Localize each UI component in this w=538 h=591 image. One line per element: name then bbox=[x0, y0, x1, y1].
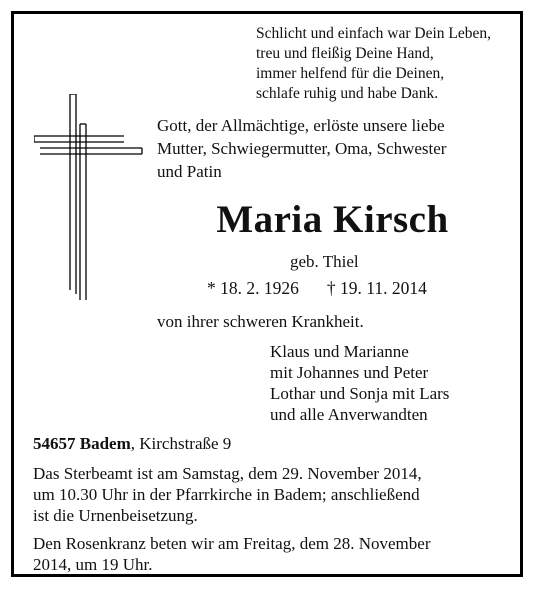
address-place: 54657 Badem bbox=[33, 434, 131, 453]
life-dates bbox=[207, 278, 455, 299]
mourner-line: Lothar und Sonja mit Lars bbox=[270, 384, 450, 403]
funeral-line: Das Sterbeamt ist am Samstag, dem 29. November 2014, bbox=[33, 464, 422, 483]
poem bbox=[256, 24, 491, 104]
funeral-info bbox=[33, 463, 422, 526]
illness-text: von ihrer schweren Krankheit. bbox=[157, 312, 364, 331]
poem-line: immer helfend für die Deinen, bbox=[256, 65, 445, 82]
rosary-line: 2014, um 19 Uhr. bbox=[33, 555, 153, 574]
funeral-line: ist die Urnenbeisetzung. bbox=[33, 506, 198, 525]
deceased-name: Maria Kirsch bbox=[216, 198, 449, 241]
address bbox=[33, 434, 231, 454]
obituary-notice bbox=[11, 11, 523, 577]
mourner-line: mit Johannes und Peter bbox=[270, 363, 429, 382]
intro-text bbox=[157, 114, 446, 183]
intro-line: und Patin bbox=[157, 162, 222, 181]
poem-line: Schlicht und einfach war Dein Leben, bbox=[256, 25, 491, 42]
intro-line: Mutter, Schwiegermutter, Oma, Schwester bbox=[157, 139, 447, 158]
poem-line: schlafe ruhig und habe Dank. bbox=[256, 85, 439, 102]
rosary-line: Den Rosenkranz beten wir am Freitag, dem 28. November bbox=[33, 534, 431, 553]
rosary-info bbox=[33, 533, 431, 575]
poem-line: treu und fleißig Deine Hand, bbox=[256, 45, 434, 62]
intro-line: Gott, der Allmächtige, erlöste unsere liebe bbox=[157, 116, 445, 135]
birth-date: * 18. 2. 1926 bbox=[207, 278, 299, 298]
mourner-line: Klaus und Marianne bbox=[270, 342, 409, 361]
mourner-line: und alle Anverwandten bbox=[270, 405, 428, 424]
address-street: , Kirchstraße 9 bbox=[130, 434, 232, 453]
death-date: † 19. 11. 2014 bbox=[326, 278, 427, 298]
maiden-name: geb. Thiel bbox=[290, 252, 359, 271]
funeral-line: um 10.30 Uhr in der Pfarrkirche in Badem; anschließend bbox=[33, 485, 420, 504]
mourners-list bbox=[270, 341, 449, 425]
